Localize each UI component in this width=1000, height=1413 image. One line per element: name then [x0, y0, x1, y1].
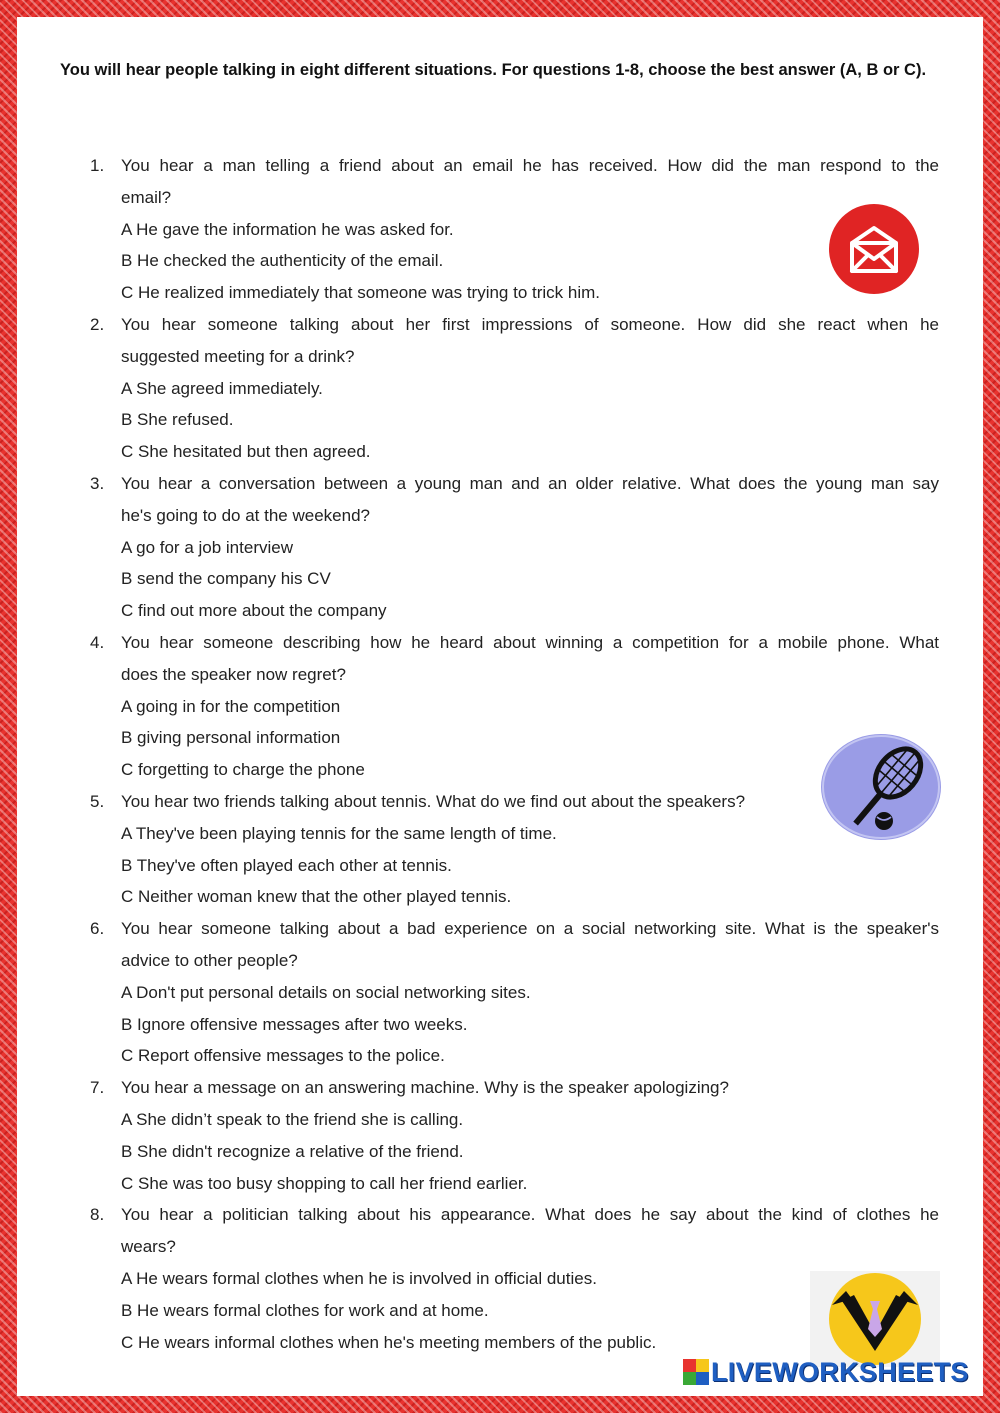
liveworksheets-logo	[683, 1355, 969, 1389]
question-4-stem-line	[90, 631, 939, 655]
answer-option-c[interactable]: C Report offensive messages to the police.	[121, 1046, 445, 1066]
question-2-stem-line	[121, 345, 939, 369]
answer-option-b[interactable]: B He checked the authenticity of the email.	[121, 251, 444, 271]
question-number: 6.	[90, 919, 105, 939]
answer-option-b[interactable]: B They've often played each other at tennis.	[121, 855, 452, 875]
logo-badge-icon	[683, 1359, 709, 1385]
question-number: 1.	[90, 156, 105, 175]
question-text: You hear a conversation between a young man and an older relative. What does the young man say	[121, 474, 939, 493]
answer-option-b[interactable]: B send the company his CV	[121, 569, 331, 589]
question-6-stem-line	[90, 917, 939, 941]
worksheet-page	[17, 17, 983, 1396]
question-text: suggested meeting for a drink?	[121, 346, 355, 366]
answer-option-b[interactable]: B giving personal information	[121, 728, 341, 748]
answer-option-a[interactable]: A He wears formal clothes when he is involved in official duties.	[121, 1269, 597, 1288]
answer-option-c[interactable]: C He wears informal clothes when he's meeting members of the public.	[121, 1332, 657, 1352]
tennis-racket-icon	[820, 733, 942, 841]
answer-option-a[interactable]: A She agreed immediately.	[121, 378, 323, 398]
question-text: does the speaker now regret?	[121, 664, 346, 684]
answer-option-a[interactable]: A They've been playing tennis for the same length of time.	[121, 823, 557, 843]
question-text: You hear two friends talking about tennis. What do we find out about the speakers?	[121, 792, 746, 811]
question-text: wears?	[121, 1237, 176, 1257]
question-8-stem-line	[121, 1235, 939, 1259]
answer-option-c[interactable]: C find out more about the company	[121, 601, 387, 621]
answer-option-c[interactable]: C She was too busy shopping to call her friend earlier.	[121, 1173, 528, 1193]
answer-option-b[interactable]: B She refused.	[121, 410, 234, 430]
question-text: advice to other people?	[121, 951, 298, 970]
question-text: You hear someone talking about her first impressions of someone. How did she react when he	[121, 315, 939, 334]
answer-option-c[interactable]: C Neither woman knew that the other played tennis.	[121, 887, 512, 907]
question-text: You hear a politician talking about his appearance. What does he say about the kind of clothes he	[121, 1205, 939, 1225]
question-6-stem-line	[121, 949, 939, 973]
email-envelope-icon	[828, 203, 920, 295]
answer-option-c[interactable]: C She hesitated but then agreed.	[121, 442, 371, 462]
answer-option-b[interactable]: B She didn't recognize a relative of the friend.	[121, 1141, 464, 1161]
answer-option-a[interactable]: A She didn’t speak to the friend she is calling.	[121, 1110, 464, 1129]
question-text: You hear someone talking about a bad experience on a social networking site. What is the speaker's	[121, 919, 939, 939]
question-number: 5.	[90, 792, 105, 811]
question-8-stem-line	[90, 1203, 939, 1227]
question-3-stem-line	[90, 472, 939, 496]
question-number: 2.	[90, 315, 105, 334]
question-3-stem-line	[121, 504, 939, 528]
question-text: email?	[121, 187, 172, 207]
answer-option-a[interactable]: A going in for the competition	[121, 696, 341, 716]
question-text: You hear someone describing how he heard about winning a competition for a mobile phone. What	[121, 633, 939, 652]
instructions: You will hear people talking in eight different situations. For questions 1-8, choose the best answer (A, B or C).	[60, 61, 927, 79]
answer-option-a[interactable]: A Don't put personal details on social networking sites.	[121, 982, 531, 1002]
question-2-stem-line	[90, 313, 939, 337]
question-1-stem-line	[121, 186, 939, 210]
question-text: You hear a man telling a friend about an email he has received. How did the man respond to the	[121, 156, 939, 175]
question-number: 8.	[90, 1205, 105, 1225]
question-number: 7.	[90, 1078, 105, 1098]
answer-option-b[interactable]: B He wears formal clothes for work and at home.	[121, 1300, 489, 1320]
logo-text: LIVEWORKSHEETS	[711, 1356, 969, 1387]
question-4-stem-line	[121, 663, 939, 687]
question-7-stem-line	[90, 1076, 939, 1100]
answer-option-c[interactable]: C He realized immediately that someone was trying to trick him.	[121, 283, 601, 303]
answer-option-a[interactable]: A go for a job interview	[121, 537, 293, 557]
question-1-stem-line	[90, 154, 939, 178]
question-text: You hear a message on an answering machine. Why is the speaker apologizing?	[121, 1078, 729, 1098]
question-number: 4.	[90, 633, 105, 652]
answer-option-b[interactable]: B Ignore offensive messages after two weeks.	[121, 1014, 468, 1034]
question-number: 3.	[90, 474, 105, 493]
question-5-stem-line	[90, 790, 939, 814]
suit-icon	[810, 1271, 940, 1367]
answer-option-c[interactable]: C forgetting to charge the phone	[121, 760, 365, 780]
question-text: he's going to do at the weekend?	[121, 505, 370, 525]
answer-option-a[interactable]: A He gave the information he was asked for.	[121, 219, 454, 239]
